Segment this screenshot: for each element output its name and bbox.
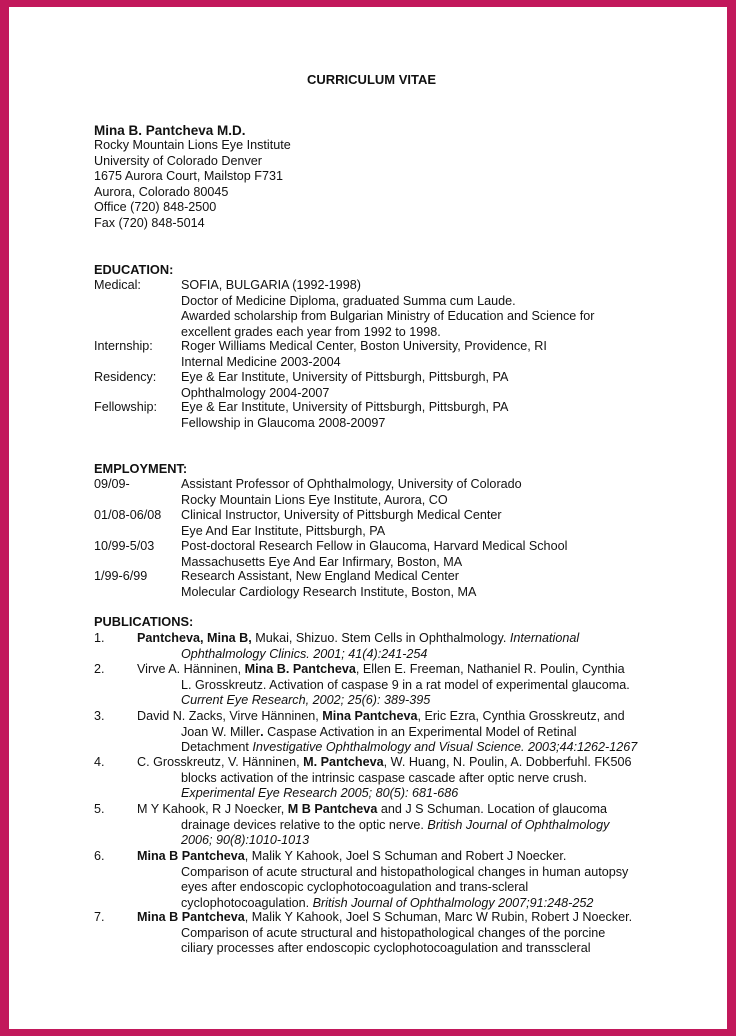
publication-text: eyes after endoscopic cyclophotocoagulation and trans-scleral xyxy=(181,880,529,894)
employment-date: 1/99-6/99 xyxy=(94,569,148,583)
publication-line xyxy=(181,896,593,911)
employment-line: Post-doctoral Research Fellow in Glaucoma, Harvard Medical School xyxy=(181,539,568,553)
publication-text: Mukai, Shizuo. Stem Cells in Ophthalmology. xyxy=(251,631,510,645)
publication-line xyxy=(137,910,632,925)
journal-citation: Current Eye Research, 2002; 25(6): 389-395 xyxy=(181,693,431,707)
author-highlight: Mina Pantcheva xyxy=(322,709,418,723)
publication-text: Virve A. Hänninen, xyxy=(137,662,245,676)
education-line: Awarded scholarship from Bulgarian Ministry of Education and Science for xyxy=(181,309,595,323)
education-label: Fellowship: xyxy=(94,400,157,414)
journal-citation: Experimental Eye Research 2005; 80(5): 681-686 xyxy=(181,786,459,800)
publication-text: ciliary processes after endoscopic cyclophotocoagulation and transscleral xyxy=(181,941,591,955)
publication-line xyxy=(137,631,579,646)
education-label: Residency: xyxy=(94,370,157,384)
publication-text: Caspase Activation in an Experimental Model of Retinal xyxy=(263,724,577,739)
employment-date: 01/08-06/08 xyxy=(94,508,162,522)
employment-date: 10/99-5/03 xyxy=(94,539,155,553)
education-line: Eye & Ear Institute, University of Pittsburgh, Pittsburgh, PA xyxy=(181,400,509,414)
author-name: Mina B. Pantcheva M.D. xyxy=(94,123,246,138)
employment-line: Assistant Professor of Ophthalmology, University of Colorado xyxy=(181,477,522,491)
author-highlight: Mina B Pantcheva xyxy=(137,910,245,924)
publication-text: , Malik Y Kahook, Joel S Schuman and Robert J Noecker. xyxy=(244,849,567,863)
education-line: Internal Medicine 2003-2004 xyxy=(181,354,341,369)
publication-text: Detachment xyxy=(181,740,253,754)
publication-number: 6. xyxy=(94,849,105,863)
employment-line: Massachusetts Eye And Ear Infirmary, Boston, MA xyxy=(181,554,463,569)
publication-number: 4. xyxy=(94,755,105,769)
employment-line: Research Assistant, New England Medical Center xyxy=(181,569,459,583)
publication-line xyxy=(181,771,587,786)
publication-text: David N. Zacks, Virve Hänninen, xyxy=(137,709,323,723)
author-highlight: . xyxy=(260,724,264,739)
journal-citation: Investigative Ophthalmology and Visual Science. 2003;44:1262-1267 xyxy=(252,740,638,754)
publication-text: Joan W. Miller xyxy=(181,724,261,739)
education-line: Doctor of Medicine Diploma, graduated Summa cum Laude. xyxy=(181,293,516,308)
publication-line xyxy=(181,740,637,755)
publication-text: , Malik Y Kahook, Joel S Schuman, Marc W Rubin, Robert J Noecker. xyxy=(244,910,633,924)
publication-text: C. Grosskreutz, V. Hänninen, xyxy=(137,755,304,769)
author-highlight: M. Pantcheva xyxy=(303,755,384,769)
education-line: excellent grades each year from 1992 to 1998. xyxy=(181,324,441,339)
employment-line: Eye And Ear Institute, Pittsburgh, PA xyxy=(181,523,386,538)
contact-line: Aurora, Colorado 80045 xyxy=(94,184,229,199)
publication-text: L. Grosskreutz. Activation of caspase 9 in a rat model of experimental glaucoma. xyxy=(181,677,630,692)
employment-date: 09/09- xyxy=(94,477,130,491)
publication-line xyxy=(137,662,625,677)
contact-line: University of Colorado Denver xyxy=(94,153,262,168)
employment-line: Molecular Cardiology Research Institute, Boston, MA xyxy=(181,584,477,599)
publication-text: and J S Schuman. Location of glaucoma xyxy=(377,802,607,816)
author-highlight: Pantcheva, Mina B, xyxy=(137,631,252,645)
publication-line xyxy=(181,880,528,895)
publication-line xyxy=(137,849,566,864)
education-line: Ophthalmology 2004-2007 xyxy=(181,385,330,400)
page-frame xyxy=(9,7,727,1029)
contact-line: 1675 Aurora Court, Mailstop F731 xyxy=(94,169,284,183)
publications-heading: PUBLICATIONS: xyxy=(94,614,194,629)
publication-text: Comparison of acute structural and histopathological changes of the porcine xyxy=(181,925,606,940)
publication-line xyxy=(181,818,609,833)
author-highlight: M B Pantcheva xyxy=(287,802,378,816)
publication-text: Comparison of acute structural and histopathological changes in human autopsy xyxy=(181,864,629,879)
journal-citation: 2006; 90(8):1010-1013 xyxy=(181,833,310,847)
education-line: Eye & Ear Institute, University of Pittsburgh, Pittsburgh, PA xyxy=(181,370,509,384)
employment-line: Rocky Mountain Lions Eye Institute, Aurora, CO xyxy=(181,492,448,507)
publication-text: , W. Huang, N. Poulin, A. Dobberfuhl. FK506 xyxy=(383,755,632,769)
publication-line xyxy=(181,833,309,848)
publication-line xyxy=(181,786,458,801)
journal-citation: International xyxy=(509,631,580,645)
publication-line xyxy=(181,926,605,941)
education-label: Internship: xyxy=(94,339,153,353)
publication-line xyxy=(137,802,607,817)
education-line: Roger Williams Medical Center, Boston University, Providence, RI xyxy=(181,339,547,353)
publication-text: , Eric Ezra, Cynthia Grosskreutz, and xyxy=(417,709,625,723)
publication-number: 7. xyxy=(94,910,105,924)
employment-line: Clinical Instructor, University of Pittsburgh Medical Center xyxy=(181,508,502,522)
author-highlight: Mina B. Pantcheva xyxy=(244,662,356,676)
publication-line xyxy=(181,725,577,740)
publication-text: cyclophotocoagulation. xyxy=(181,895,313,910)
publication-text: , Ellen E. Freeman, Nathaniel R. Poulin, Cynthia xyxy=(355,662,625,676)
contact-line: Office (720) 848-2500 xyxy=(94,200,217,214)
publication-number: 5. xyxy=(94,802,105,816)
publication-line xyxy=(181,693,430,708)
publication-number: 1. xyxy=(94,631,105,645)
publication-line xyxy=(181,865,628,880)
journal-citation: British Journal of Ophthalmology 2007;91:248-252 xyxy=(312,895,594,910)
publication-line xyxy=(181,941,591,956)
publication-text: drainage devices relative to the optic nerve. xyxy=(181,817,428,832)
document-page xyxy=(9,7,727,1029)
publication-line xyxy=(181,678,630,693)
author-highlight: Mina B Pantcheva xyxy=(137,849,245,863)
journal-citation: Ophthalmology Clinics. 2001; 41(4):241-254 xyxy=(181,646,428,661)
contact-line: Fax (720) 848-5014 xyxy=(94,215,205,230)
publication-text: M Y Kahook, R J Noecker, xyxy=(137,802,288,816)
publication-line xyxy=(181,647,427,662)
employment-heading: EMPLOYMENT: xyxy=(94,461,188,476)
journal-citation: British Journal of Ophthalmology xyxy=(427,817,610,832)
publication-line xyxy=(137,709,625,724)
education-heading: EDUCATION: xyxy=(94,262,174,277)
publication-line xyxy=(137,755,631,770)
publication-text: blocks activation of the intrinsic caspase cascade after optic nerve crush. xyxy=(181,770,588,785)
education-line: Fellowship in Glaucoma 2008-20097 xyxy=(181,415,386,430)
contact-line: Rocky Mountain Lions Eye Institute xyxy=(94,138,291,152)
document-title: CURRICULUM VITAE xyxy=(307,72,437,87)
publication-number: 3. xyxy=(94,709,105,723)
publication-number: 2. xyxy=(94,662,105,676)
education-label: Medical: xyxy=(94,278,141,292)
education-line: SOFIA, BULGARIA (1992-1998) xyxy=(181,278,361,292)
